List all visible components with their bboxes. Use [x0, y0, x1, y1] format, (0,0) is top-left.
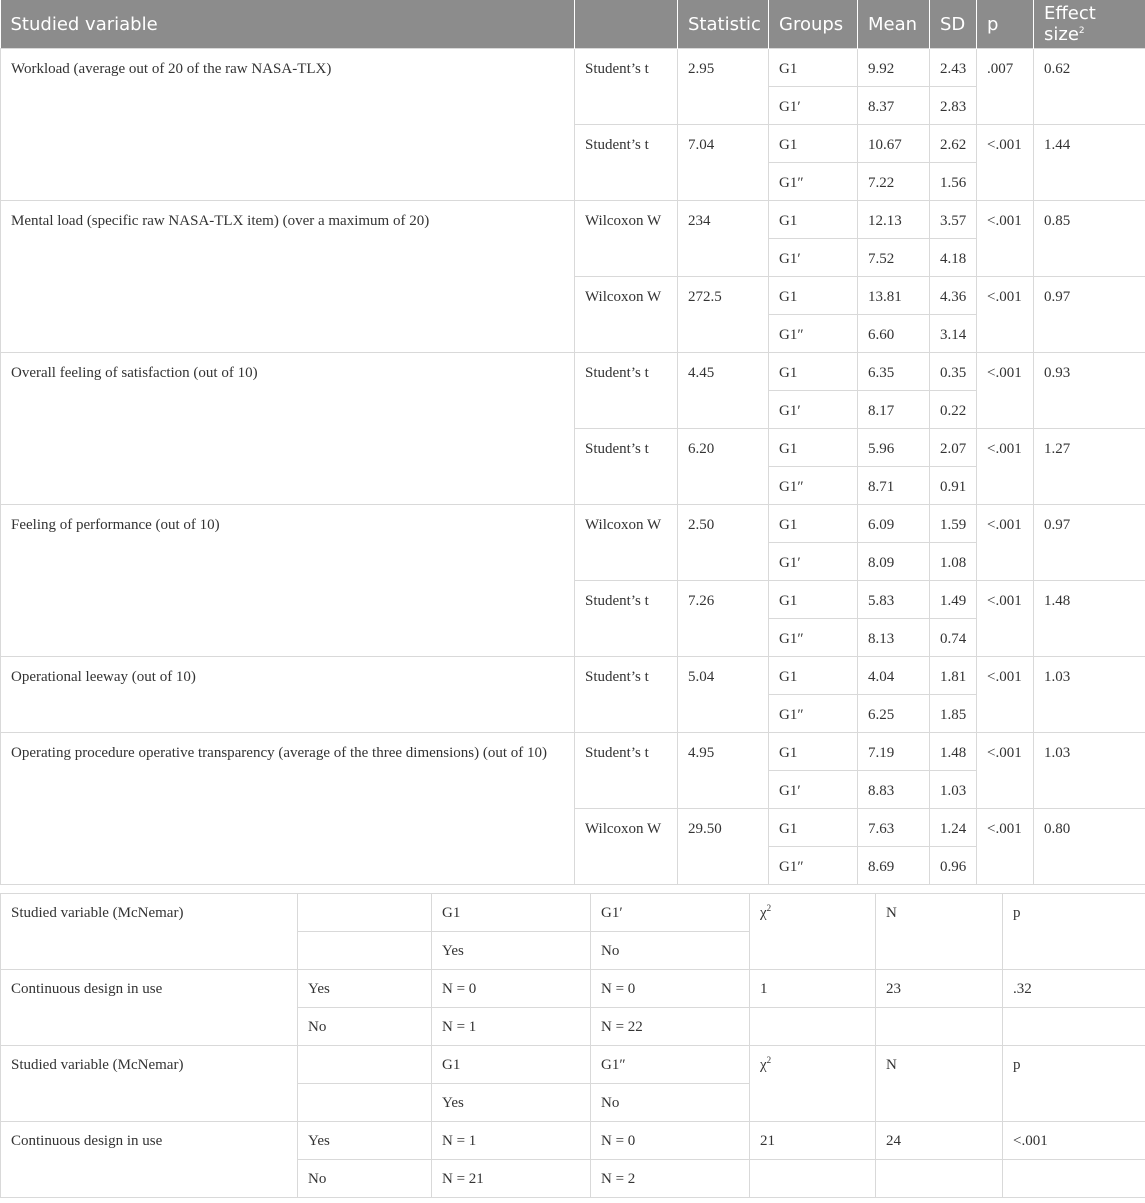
mcnemar-empty-cell — [298, 932, 432, 970]
mean-cell: 6.09 — [858, 505, 930, 543]
group-cell: G1″ — [769, 315, 858, 353]
sd-cell: 0.35 — [930, 353, 977, 391]
sd-cell: 2.07 — [930, 429, 977, 467]
mean-cell: 6.25 — [858, 695, 930, 733]
sd-cell: 1.49 — [930, 581, 977, 619]
mcnemar-yes-g1: N = 0 — [432, 970, 591, 1008]
sd-cell: 4.18 — [930, 239, 977, 277]
mcnemar-row-no: No — [298, 1008, 432, 1046]
mean-cell: 8.17 — [858, 391, 930, 429]
sd-cell: 2.83 — [930, 87, 977, 125]
group-cell: G1′ — [769, 391, 858, 429]
header-groups: Groups — [769, 0, 858, 49]
group-cell: G1 — [769, 125, 858, 163]
mcnemar-chi-value: 21 — [750, 1122, 876, 1160]
mcnemar-yes-g2: N = 0 — [591, 1122, 750, 1160]
mean-cell: 12.13 — [858, 201, 930, 239]
mcnemar-no-g1: N = 1 — [432, 1008, 591, 1046]
mcnemar-col-g2: G1″ — [591, 1046, 750, 1084]
chi-symbol: χ — [760, 905, 767, 921]
sd-cell: 2.62 — [930, 125, 977, 163]
mcnemar-no-g1: N = 21 — [432, 1160, 591, 1198]
mcnemar-chi-value: 1 — [750, 970, 876, 1008]
mean-cell: 13.81 — [858, 277, 930, 315]
statistic-cell: 2.50 — [678, 505, 769, 581]
effect-size-cell: 0.97 — [1034, 277, 1145, 353]
test-name-cell: Student’s t — [575, 125, 678, 201]
mcnemar-no-g2: N = 2 — [591, 1160, 750, 1198]
mcnemar-empty-cell — [1003, 1008, 1145, 1046]
group-cell: G1″ — [769, 847, 858, 885]
mean-cell: 8.37 — [858, 87, 930, 125]
header-p: p — [977, 0, 1034, 49]
studied-variable-cell: Operational leeway (out of 10) — [1, 657, 575, 733]
sd-cell: 4.36 — [930, 277, 977, 315]
sd-cell: 3.14 — [930, 315, 977, 353]
mcnemar-table — [0, 893, 1145, 1198]
mean-cell: 6.60 — [858, 315, 930, 353]
header-effect-size — [1034, 0, 1145, 49]
mcnemar-row-no: No — [298, 1160, 432, 1198]
chi-symbol: χ — [760, 1057, 767, 1073]
header-statistic: Statistic — [678, 0, 769, 49]
header-effect-size-label: Effect size — [1044, 3, 1096, 45]
mcnemar-col-g1: G1 — [432, 894, 591, 932]
mcnemar-col-g1: G1 — [432, 1046, 591, 1084]
table-row — [1, 657, 1145, 695]
effect-size-cell: 0.93 — [1034, 353, 1145, 429]
group-cell: G1 — [769, 49, 858, 87]
mcnemar-chi-label — [750, 894, 876, 970]
mean-cell: 8.71 — [858, 467, 930, 505]
sd-cell: 1.08 — [930, 543, 977, 581]
mcnemar-n-label: N — [876, 894, 1003, 970]
mcnemar-empty-cell — [1003, 1160, 1145, 1198]
mcnemar-variable: Continuous design in use — [1, 970, 298, 1046]
group-cell: G1″ — [769, 163, 858, 201]
sd-cell: 1.59 — [930, 505, 977, 543]
test-name-cell: Wilcoxon W — [575, 277, 678, 353]
effect-size-cell: 1.48 — [1034, 581, 1145, 657]
mcnemar-empty-cell — [298, 1084, 432, 1122]
mcnemar-col-g2: G1′ — [591, 894, 750, 932]
mean-cell: 8.13 — [858, 619, 930, 657]
table-row — [1, 505, 1145, 543]
group-cell: G1 — [769, 429, 858, 467]
sd-cell: 2.43 — [930, 49, 977, 87]
mcnemar-empty-cell — [876, 1160, 1003, 1198]
studied-variable-cell: Mental load (specific raw NASA-TLX item) (over a maximum of 20) — [1, 201, 575, 353]
chi-squared-sup: 2 — [766, 903, 772, 913]
p-value-cell: <.001 — [977, 277, 1034, 353]
mcnemar-no-g2: N = 22 — [591, 1008, 750, 1046]
test-name-cell: Student’s t — [575, 49, 678, 125]
effect-size-cell: 1.44 — [1034, 125, 1145, 201]
p-value-cell: <.001 — [977, 201, 1034, 277]
mcnemar-header-row — [1, 894, 1145, 932]
mcnemar-empty-cell — [298, 1046, 432, 1084]
mcnemar-yes-g2: N = 0 — [591, 970, 750, 1008]
statistic-cell: 29.50 — [678, 809, 769, 885]
statistic-cell: 5.04 — [678, 657, 769, 733]
group-cell: G1 — [769, 277, 858, 315]
group-cell: G1′ — [769, 543, 858, 581]
p-value-cell: .007 — [977, 49, 1034, 125]
mcnemar-p-value: <.001 — [1003, 1122, 1145, 1160]
statistic-cell: 4.95 — [678, 733, 769, 809]
p-value-cell: <.001 — [977, 353, 1034, 429]
header-row — [1, 0, 1145, 49]
p-value-cell: <.001 — [977, 429, 1034, 505]
table-row — [1, 733, 1145, 771]
effect-size-cell: 0.80 — [1034, 809, 1145, 885]
p-value-cell: <.001 — [977, 733, 1034, 809]
mean-cell: 8.83 — [858, 771, 930, 809]
group-cell: G1 — [769, 581, 858, 619]
mean-cell: 5.83 — [858, 581, 930, 619]
statistic-cell: 7.26 — [678, 581, 769, 657]
effect-size-cell: 0.97 — [1034, 505, 1145, 581]
mcnemar-sub-no: No — [591, 1084, 750, 1122]
mean-cell: 6.35 — [858, 353, 930, 391]
table-row — [1, 353, 1145, 391]
group-cell: G1 — [769, 733, 858, 771]
group-cell: G1″ — [769, 467, 858, 505]
table-row — [1, 49, 1145, 87]
mean-cell: 9.92 — [858, 49, 930, 87]
header-sd: SD — [930, 0, 977, 49]
mean-cell: 7.52 — [858, 239, 930, 277]
sd-cell: 1.03 — [930, 771, 977, 809]
sd-cell: 1.24 — [930, 809, 977, 847]
table-row — [1, 201, 1145, 239]
statistic-cell: 2.95 — [678, 49, 769, 125]
mcnemar-n-value: 23 — [876, 970, 1003, 1008]
studied-variable-cell: Operating procedure operative transparency (average of the three dimensions) (out of 10) — [1, 733, 575, 885]
mean-cell: 4.04 — [858, 657, 930, 695]
studied-variable-cell: Workload (average out of 20 of the raw NASA-TLX) — [1, 49, 575, 201]
mcnemar-empty-cell — [750, 1008, 876, 1046]
mcnemar-empty-cell — [876, 1008, 1003, 1046]
mean-cell: 7.22 — [858, 163, 930, 201]
group-cell: G1 — [769, 657, 858, 695]
mcnemar-n-value: 24 — [876, 1122, 1003, 1160]
effect-size-cell: 1.03 — [1034, 657, 1145, 733]
p-value-cell: <.001 — [977, 505, 1034, 581]
test-name-cell: Student’s t — [575, 733, 678, 809]
mean-cell: 8.09 — [858, 543, 930, 581]
p-value-cell: <.001 — [977, 125, 1034, 201]
mcnemar-variable-label: Studied variable (McNemar) — [1, 894, 298, 970]
mean-cell: 7.63 — [858, 809, 930, 847]
mcnemar-empty-cell — [298, 894, 432, 932]
effect-size-cell: 1.27 — [1034, 429, 1145, 505]
mcnemar-variable-label: Studied variable (McNemar) — [1, 1046, 298, 1122]
test-name-cell: Student’s t — [575, 657, 678, 733]
mcnemar-header-row — [1, 1046, 1145, 1084]
test-name-cell: Student’s t — [575, 353, 678, 429]
sd-cell: 0.74 — [930, 619, 977, 657]
group-cell: G1′ — [769, 87, 858, 125]
mcnemar-data-row — [1, 970, 1145, 1008]
group-cell: G1″ — [769, 695, 858, 733]
group-cell: G1′ — [769, 239, 858, 277]
p-value-cell: <.001 — [977, 657, 1034, 733]
sd-cell: 1.56 — [930, 163, 977, 201]
group-cell: G1′ — [769, 771, 858, 809]
mcnemar-p-label: p — [1003, 894, 1145, 970]
header-studied-variable: Studied variable — [1, 0, 575, 49]
mcnemar-p-value: .32 — [1003, 970, 1145, 1008]
group-cell: G1 — [769, 505, 858, 543]
mcnemar-chi-label — [750, 1046, 876, 1122]
mcnemar-empty-cell — [750, 1160, 876, 1198]
chi-squared-sup: 2 — [766, 1055, 772, 1065]
effect-size-footnote: 2 — [1078, 26, 1085, 36]
sd-cell: 0.91 — [930, 467, 977, 505]
test-name-cell: Wilcoxon W — [575, 809, 678, 885]
mcnemar-yes-g1: N = 1 — [432, 1122, 591, 1160]
statistic-cell: 7.04 — [678, 125, 769, 201]
sd-cell: 0.96 — [930, 847, 977, 885]
mcnemar-p-label: p — [1003, 1046, 1145, 1122]
mcnemar-sub-yes: Yes — [432, 1084, 591, 1122]
statistic-cell: 4.45 — [678, 353, 769, 429]
mcnemar-variable: Continuous design in use — [1, 1122, 298, 1198]
mean-cell: 8.69 — [858, 847, 930, 885]
mcnemar-sub-yes: Yes — [432, 932, 591, 970]
p-value-cell: <.001 — [977, 809, 1034, 885]
sd-cell: 0.22 — [930, 391, 977, 429]
effect-size-cell: 0.62 — [1034, 49, 1145, 125]
group-cell: G1 — [769, 353, 858, 391]
sd-cell: 1.81 — [930, 657, 977, 695]
statistic-cell: 272.5 — [678, 277, 769, 353]
mcnemar-row-yes: Yes — [298, 970, 432, 1008]
effect-size-cell: 0.85 — [1034, 201, 1145, 277]
studied-variable-cell: Feeling of performance (out of 10) — [1, 505, 575, 657]
mcnemar-data-row — [1, 1122, 1145, 1160]
group-cell: G1″ — [769, 619, 858, 657]
effect-size-cell: 1.03 — [1034, 733, 1145, 809]
sd-cell: 1.85 — [930, 695, 977, 733]
group-cell: G1 — [769, 201, 858, 239]
studied-variable-cell: Overall feeling of satisfaction (out of 10) — [1, 353, 575, 505]
p-value-cell: <.001 — [977, 581, 1034, 657]
mean-cell: 7.19 — [858, 733, 930, 771]
test-name-cell: Student’s t — [575, 581, 678, 657]
header-test — [575, 0, 678, 49]
test-name-cell: Student’s t — [575, 429, 678, 505]
statistic-cell: 234 — [678, 201, 769, 277]
group-cell: G1 — [769, 809, 858, 847]
header-mean: Mean — [858, 0, 930, 49]
mean-cell: 10.67 — [858, 125, 930, 163]
mean-cell: 5.96 — [858, 429, 930, 467]
sd-cell: 3.57 — [930, 201, 977, 239]
sd-cell: 1.48 — [930, 733, 977, 771]
mcnemar-n-label: N — [876, 1046, 1003, 1122]
mcnemar-sub-no: No — [591, 932, 750, 970]
mcnemar-row-yes: Yes — [298, 1122, 432, 1160]
test-name-cell: Wilcoxon W — [575, 505, 678, 581]
test-name-cell: Wilcoxon W — [575, 201, 678, 277]
statistic-cell: 6.20 — [678, 429, 769, 505]
